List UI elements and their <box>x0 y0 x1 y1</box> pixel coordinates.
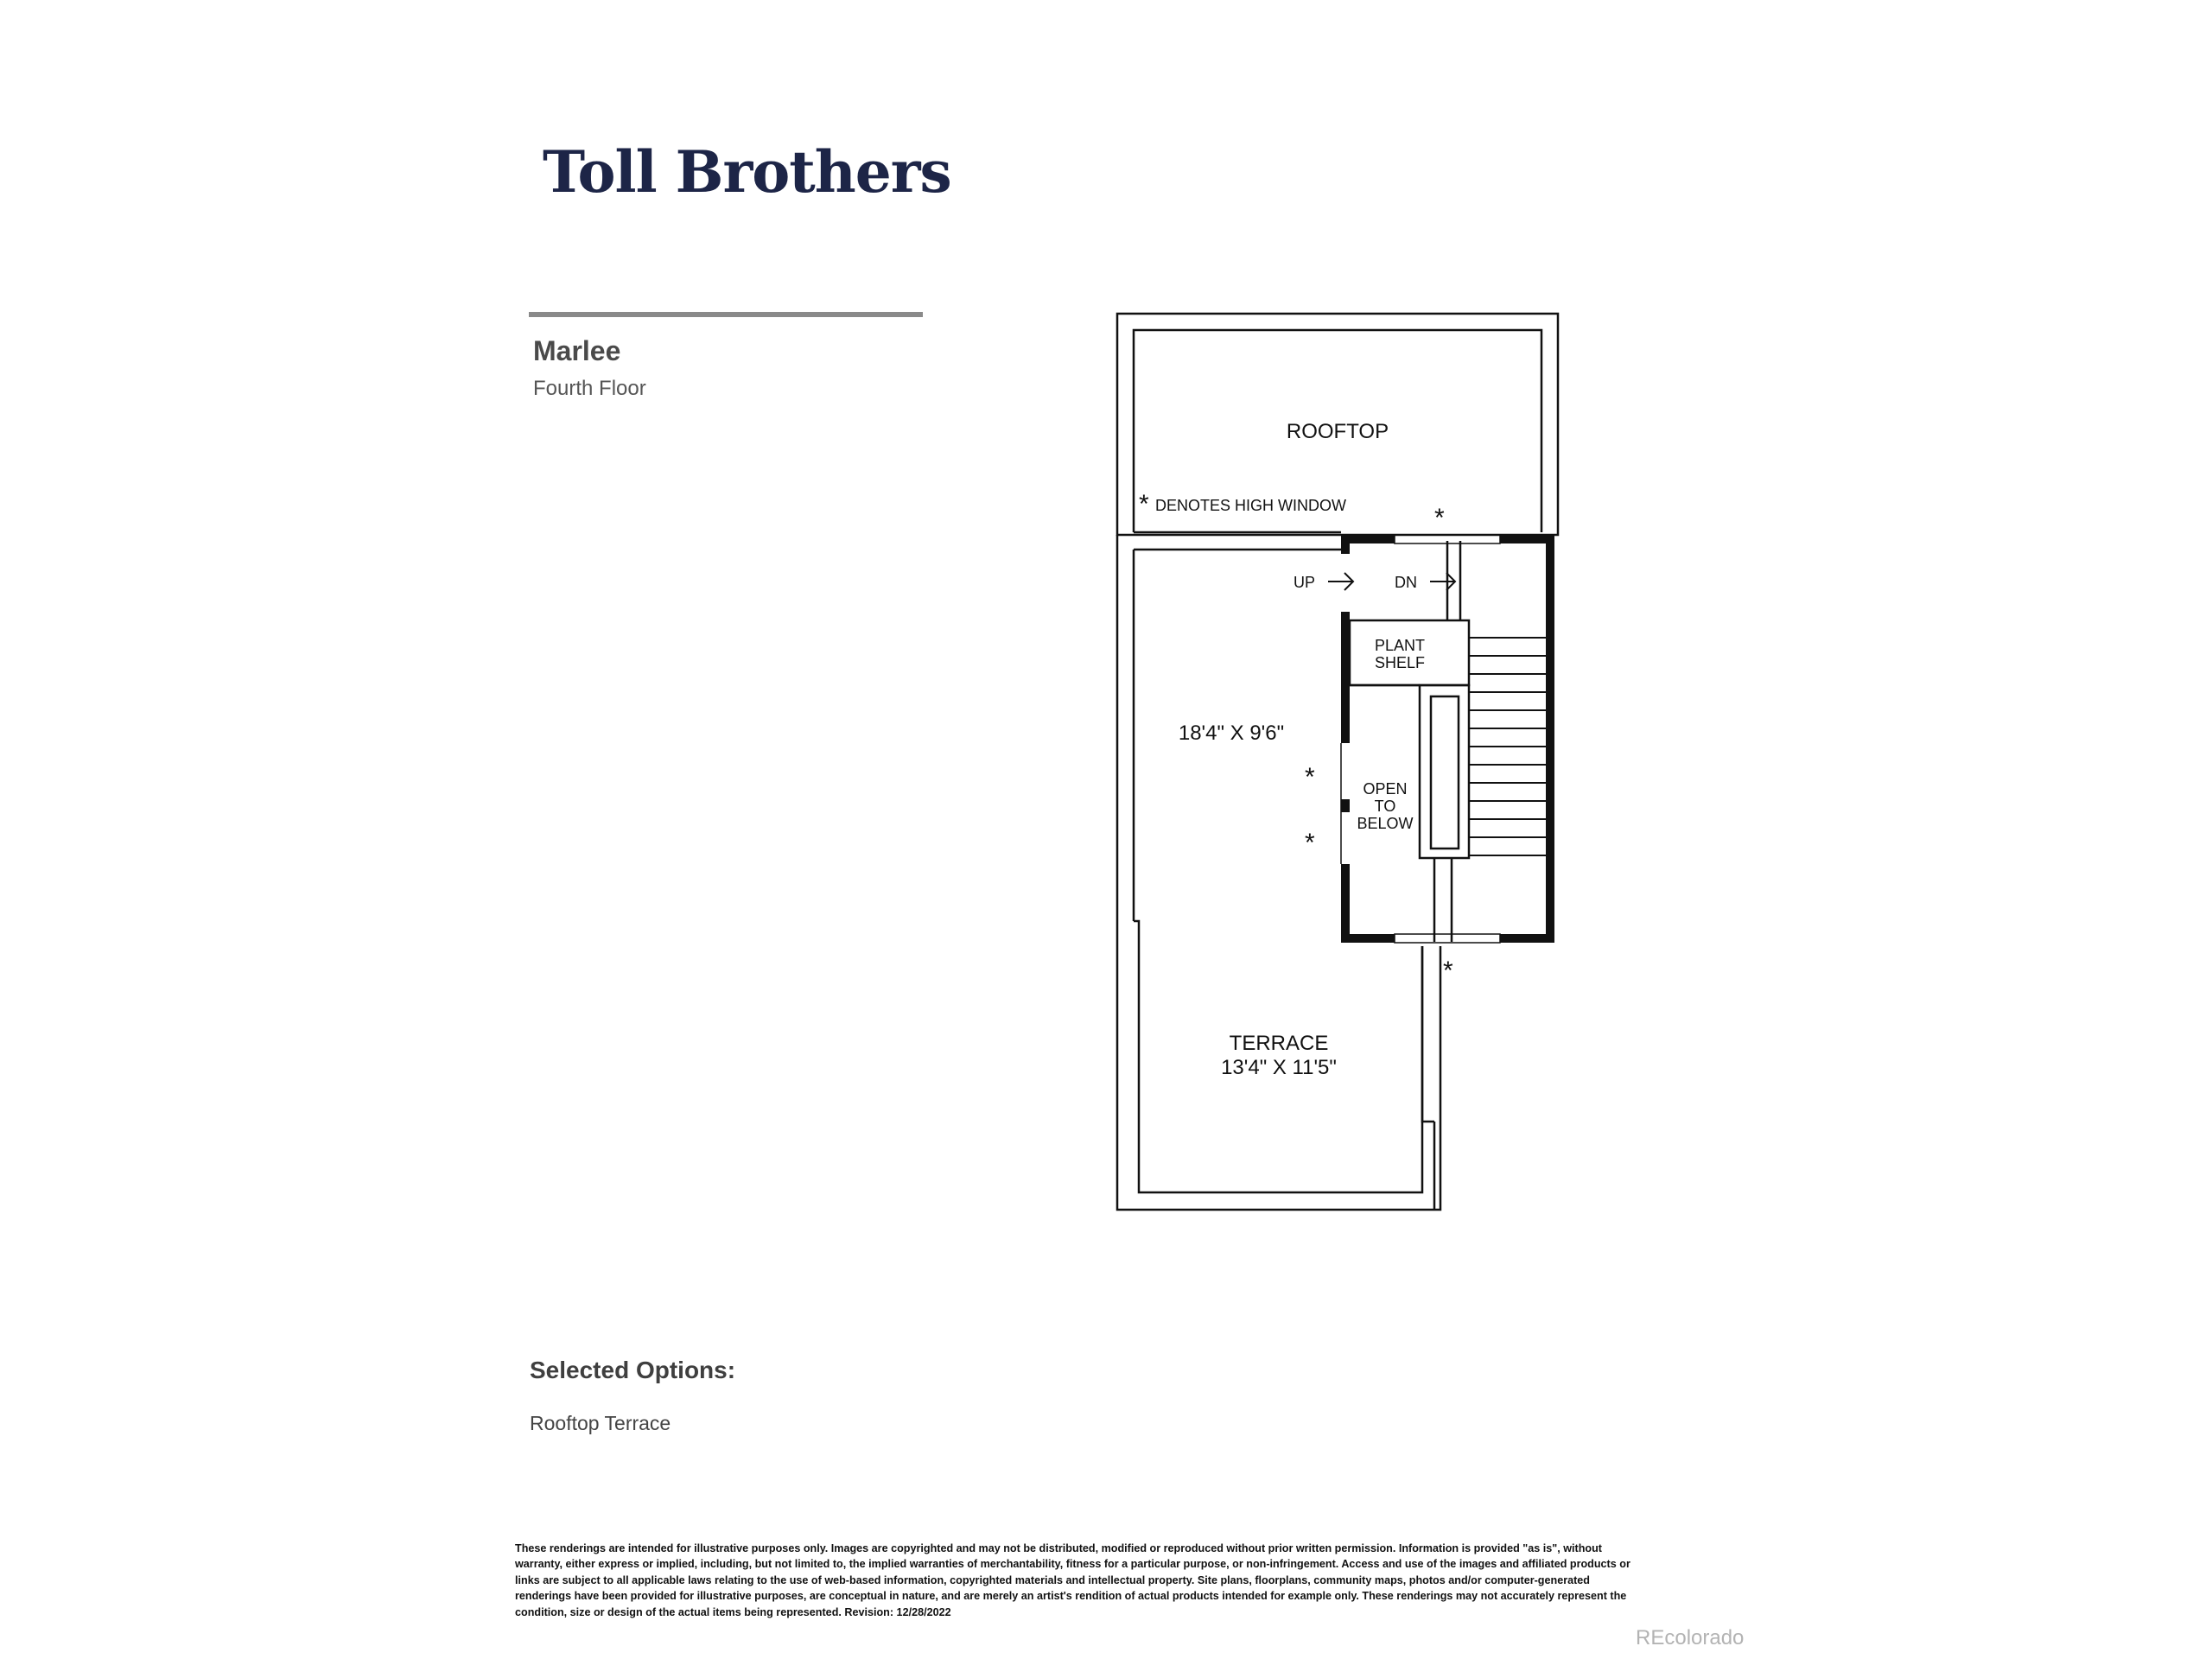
room-dimensions: 18'4" X 9'6" <box>1178 721 1285 745</box>
high-window-asterisk-top: * <box>1434 504 1445 532</box>
open-to-below-label-1: OPEN <box>1363 780 1408 798</box>
terrace-jog <box>1422 946 1434 1122</box>
rooftop-label: ROOFTOP <box>1286 420 1389 443</box>
stair-treads <box>1469 638 1547 855</box>
terrace-dimensions: 13'4" X 11'5" <box>1221 1056 1337 1079</box>
up-label: UP <box>1293 574 1315 591</box>
open-to-below-rail <box>1420 685 1469 858</box>
floor-label: Fourth Floor <box>533 377 646 400</box>
legend-text: DENOTES HIGH WINDOW <box>1155 497 1346 514</box>
up-arrow-icon <box>1328 573 1353 590</box>
high-window-asterisk-3: * <box>1443 957 1453 985</box>
plant-shelf-label-2: SHELF <box>1374 654 1426 671</box>
selected-options-heading: Selected Options: <box>530 1357 736 1383</box>
disclaimer-text: These renderings are intended for illustrative purposes only. Images are copyrighted and may not be distributed, modified or reproduced without prior written permission. Information is provided "as is", without warranty, either express or implied, including, but not limited to, the implied warranties of merchantability, fitness for a particular purpose, or non-infringement. Access and use of the images and affiliated products or links are subject to all applicable laws relating to the use of web-based information, copyrighted materials and intellectual property. Site plans, floorplans, community maps, photos and/or computer-generated renderings have been provided for illustrative purposes, are conceptual in nature, and are merely an artist's rendition of actual products intended for example only. These renderings may not accurately represent the condition, size or design of the actual items being represented. Revision: 12/28/2022 <box>515 1542 1630 1618</box>
terrace-label: TERRACE <box>1229 1032 1329 1055</box>
dn-arrow-icon <box>1430 573 1455 590</box>
recolorado-watermark: REcolorado <box>1636 1626 1745 1649</box>
plant-shelf-label-1: PLANT <box>1374 637 1426 654</box>
open-to-below-label-3: BELOW <box>1357 815 1414 832</box>
selected-option-item: Rooftop Terrace <box>530 1412 671 1434</box>
dn-label: DN <box>1395 574 1417 591</box>
high-window-asterisk-2: * <box>1305 829 1315 857</box>
toll-brothers-logo: Toll Brothers <box>543 138 951 206</box>
plan-name: Marlee <box>533 335 621 366</box>
legend-asterisk: * <box>1139 490 1149 518</box>
open-to-below-label-2: TO <box>1374 798 1396 815</box>
open-to-below-inner-rail <box>1431 696 1459 849</box>
high-window-asterisk-1: * <box>1305 763 1315 791</box>
